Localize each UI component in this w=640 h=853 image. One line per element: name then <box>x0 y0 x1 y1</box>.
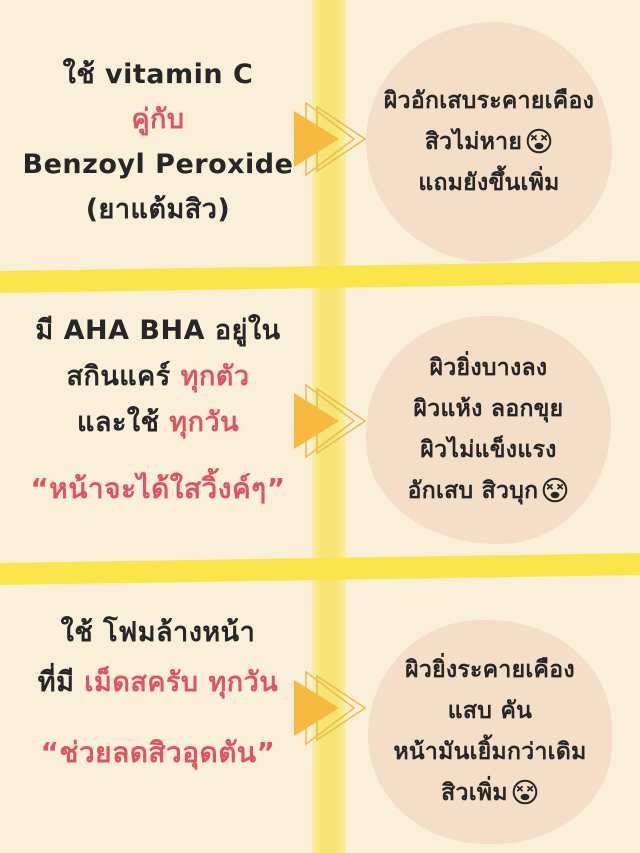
mistake-3-quote: “ช่วยลดสิวอุดตัน” <box>40 736 276 769</box>
result-3-line-3: หน้ามันเยิ้มกว่าเดิม <box>393 739 587 765</box>
wailing-face-icon <box>511 778 539 806</box>
result-blob-1 <box>366 22 612 262</box>
result-2-line-2: ผิวแห้ง ลอกขุย <box>413 396 564 422</box>
result-1-line-3: แถมยังขึ้นเพิ่ม <box>418 169 560 196</box>
mistake-1-line-2: คู่กับ <box>131 104 185 135</box>
mistake-2-line-2-black: สกินแคร์ <box>66 361 181 392</box>
result-1-line-1: ผิวอักเสบระคายเคือง <box>383 87 595 114</box>
result-2-line-1: ผิวยิ่งบางลง <box>429 355 548 381</box>
mistake-2-text <box>8 308 308 512</box>
fast-forward-arrow-icon <box>290 384 370 462</box>
mistake-2-line-3 <box>8 400 308 446</box>
result-blob-3 <box>368 620 612 844</box>
mistake-3-line-2 <box>8 658 308 708</box>
mistake-2-line-3-black: และใช้ <box>76 407 170 438</box>
result-2-line-4-text: อักเสบ สิวบุก <box>407 478 539 504</box>
mistake-2-line-2-red: ทุกตัว <box>180 361 250 392</box>
mistake-1-line-1: ใช้ vitamin C <box>62 59 254 90</box>
result-1-line-2-text: สิวไม่หาย <box>424 128 523 155</box>
result-3-line-1: ผิวยิ่งระคายเคือง <box>405 657 575 683</box>
wailing-face-icon <box>541 476 569 504</box>
mistake-3-line-2-red: เม็ดสครับ ทุกวัน <box>84 667 279 698</box>
fast-forward-arrow-icon <box>290 671 370 749</box>
fast-forward-arrow-icon <box>290 102 370 180</box>
mistake-2-line-1: มี AHA BHA อยู่ใน <box>35 315 281 346</box>
result-3-line-4-text: สิวเพิ่ม <box>441 780 508 806</box>
mistake-2-quote: “หน้าจะได้ใสวิ้งค์ๆ” <box>30 472 286 505</box>
result-3-line-4 <box>441 773 539 814</box>
result-3-line-2: แสบ คัน <box>447 698 533 724</box>
mistake-3-line-1: ใช้ โฟมล้างหน้า <box>60 617 256 648</box>
mistake-3-text <box>8 608 308 778</box>
result-2-line-4 <box>408 471 570 512</box>
mistake-1-line-3: Benzoyl Peroxide <box>22 149 294 180</box>
mistake-1-line-4: (ยาแต้มสิว) <box>85 194 231 225</box>
mistake-1-text <box>8 52 308 232</box>
result-blob-2 <box>366 316 611 544</box>
result-1-line-2 <box>425 122 553 163</box>
result-2-line-3: ผิวไม่แข็งแรง <box>420 437 557 463</box>
mistake-2-line-3-red: ทุกวัน <box>169 407 240 438</box>
mistake-2-line-2 <box>8 354 308 400</box>
wailing-face-icon <box>525 127 553 155</box>
mistake-3-line-2-black: ที่มี <box>37 667 85 698</box>
